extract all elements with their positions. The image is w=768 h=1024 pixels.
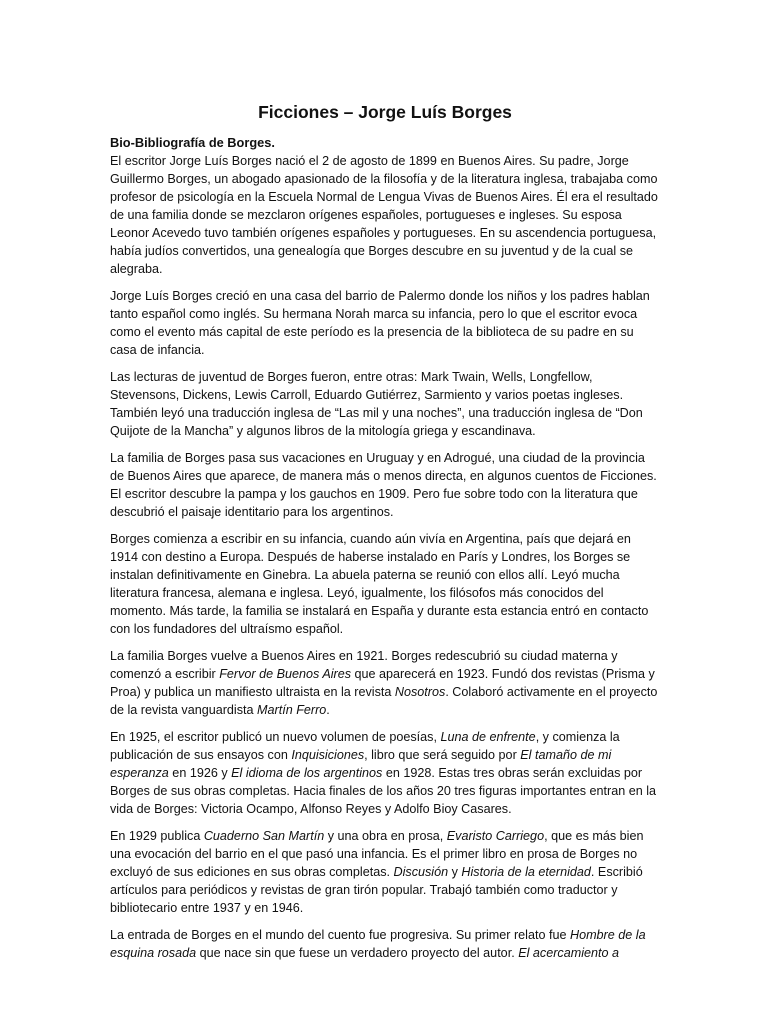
italic-title: Evaristo Carriego [446,829,545,843]
italic-title: Historia de la eternidad [461,865,591,879]
paragraph [110,368,660,440]
italic-title: Discusión [393,865,449,879]
text-run: La familia Borges vuelve a Buenos Aires en 1921. Borges redescubrió su ciudad materna y comenzó a escribir [110,649,618,681]
section-heading: Bio-Bibliografía de Borges. [110,135,275,150]
text-run: en 1928. Estas tres obras serán excluidas por Borges de sus obras completas. Hacia finales de los años 20 tres figuras importantes entran en la vida de Borges: Victoria Ocampo, Alfonso Reyes y Adolfo Bioy Casares. [110,766,657,816]
text-run: y [448,865,462,879]
paragraph [110,287,660,359]
text-run: La familia de Borges pasa sus vacaciones en Uruguay y en Adrogué, una ciudad de la provincia de Buenos Aires que aparece, de manera más o menos directa, en algunos cuentos de Ficciones. El escritor descubre la pampa y los gauchos en 1909. Pero fue sobre todo con la literatura que descubrió el paisaje identitario para los argentinos. [110,451,657,519]
page-title: Ficciones – Jorge Luís Borges [258,102,512,122]
paragraph [110,530,660,638]
text-run: . Colaboró activamente en el proyecto de la revista vanguardista [110,685,658,717]
italic-title: Inquisiciones [291,748,365,762]
text-run: El escritor Jorge Luís Borges nació el 2 de agosto de 1899 en Buenos Aires. Su padre, Jorge Guillermo Borges, un abogado apasionado de la filosofía y de la literatura inglesa, trabajaba como profesor de psicología en la Escuela Normal de Lengua Vivas de Buenos Aires. Él era el resultado de una familia donde se mezclaron orígenes españoles, portugueses e ingleses. Su esposa Leonor Acevedo tuvo también orígenes españoles y portugueses. En su ascendencia portuguesa, había judíos convertidos, una genealogía que Borges descubre en su juventud y de la cual se alegraba. [110,154,658,276]
paragraph [110,152,660,278]
text-run: La entrada de Borges en el mundo del cuento fue progresiva. Su primer relato fue [110,928,570,942]
text-run: . [326,703,330,717]
text-run: que nace sin que fuese un verdadero proyecto del autor. [196,946,519,960]
italic-title: Hombre de la esquina rosada [110,928,646,960]
text-run: . Escribió artículos para periódicos y revistas de gran tirón popular. Trabajó también como traductor y bibliotecario entre 1937 y en 1946. [110,865,643,915]
text-run: Las lecturas de juventud de Borges fueron, entre otras: Mark Twain, Wells, Longfellow, Stevensons, Dickens, Lewis Carroll, Eduardo Gutiérrez, Sarmiento y varios poetas ingleses. También leyó una traducción inglesa de “Las mil y una noches”, una traducción inglesa de “Don Quijote de la Mancha” y algunos libros de la mitología griega y escandinava. [110,370,643,438]
paragraph [110,647,660,719]
italic-title: Fervor de Buenos Aires [219,667,352,681]
italic-title: Cuaderno San Martín [203,829,325,843]
text-run: Borges comienza a escribir en su infancia, cuando aún vivía en Argentina, país que dejará en 1914 con destino a Europa. Después de haberse instalado en París y Londres, los Borges se instalan definitivamente en Ginebra. La abuela paterna se reunió con ellos allí. Leyó mucha literatura francesa, alemana e inglesa. Leyó, igualmente, los filósofos más conocidos del momento. Más tarde, la familia se instalará en España y durante esta estancia entró en contacto con los fundadores del ultraísmo español. [110,532,649,636]
italic-title: El acercamiento a [518,946,620,960]
paragraph [110,827,660,917]
body-text [110,152,660,962]
text-run: , libro que será seguido por [364,748,521,762]
paragraph [110,926,660,962]
text-run: y una obra en prosa, [324,829,447,843]
italic-title: Nosotros [394,685,446,699]
document-page [110,100,660,971]
text-run: En 1929 publica [110,829,204,843]
paragraph [110,449,660,521]
text-run: , que es más bien una evocación del barrio en el que pasó una infancia. Es el primer libro en prosa de Borges no excluyó de sus ediciones en sus obras completas. [110,829,644,879]
text-run: , y comienza la publicación de sus ensayos con [110,730,620,762]
paragraph [110,728,660,818]
text-run: Jorge Luís Borges creció en una casa del barrio de Palermo donde los niños y los padres hablan tanto español como inglés. Su hermana Norah marca su infancia, pero lo que el escritor evoca como el evento más capital de este período es la presencia de la biblioteca de su padre en su casa de infancia. [110,289,650,357]
text-run: que aparecerá en 1923. Fundó dos revistas (Prisma y Proa) y publica un manifiesto ultraista en la revista [110,667,655,699]
text-run: En 1925, el escritor publicó un nuevo volumen de poesías, [110,730,441,744]
italic-title: El idioma de los argentinos [231,766,383,780]
italic-title: Martín Ferro [257,703,327,717]
italic-title: El tamaño de mi esperanza [110,748,612,780]
text-run: en 1926 y [168,766,232,780]
italic-title: Luna de enfrente [440,730,536,744]
